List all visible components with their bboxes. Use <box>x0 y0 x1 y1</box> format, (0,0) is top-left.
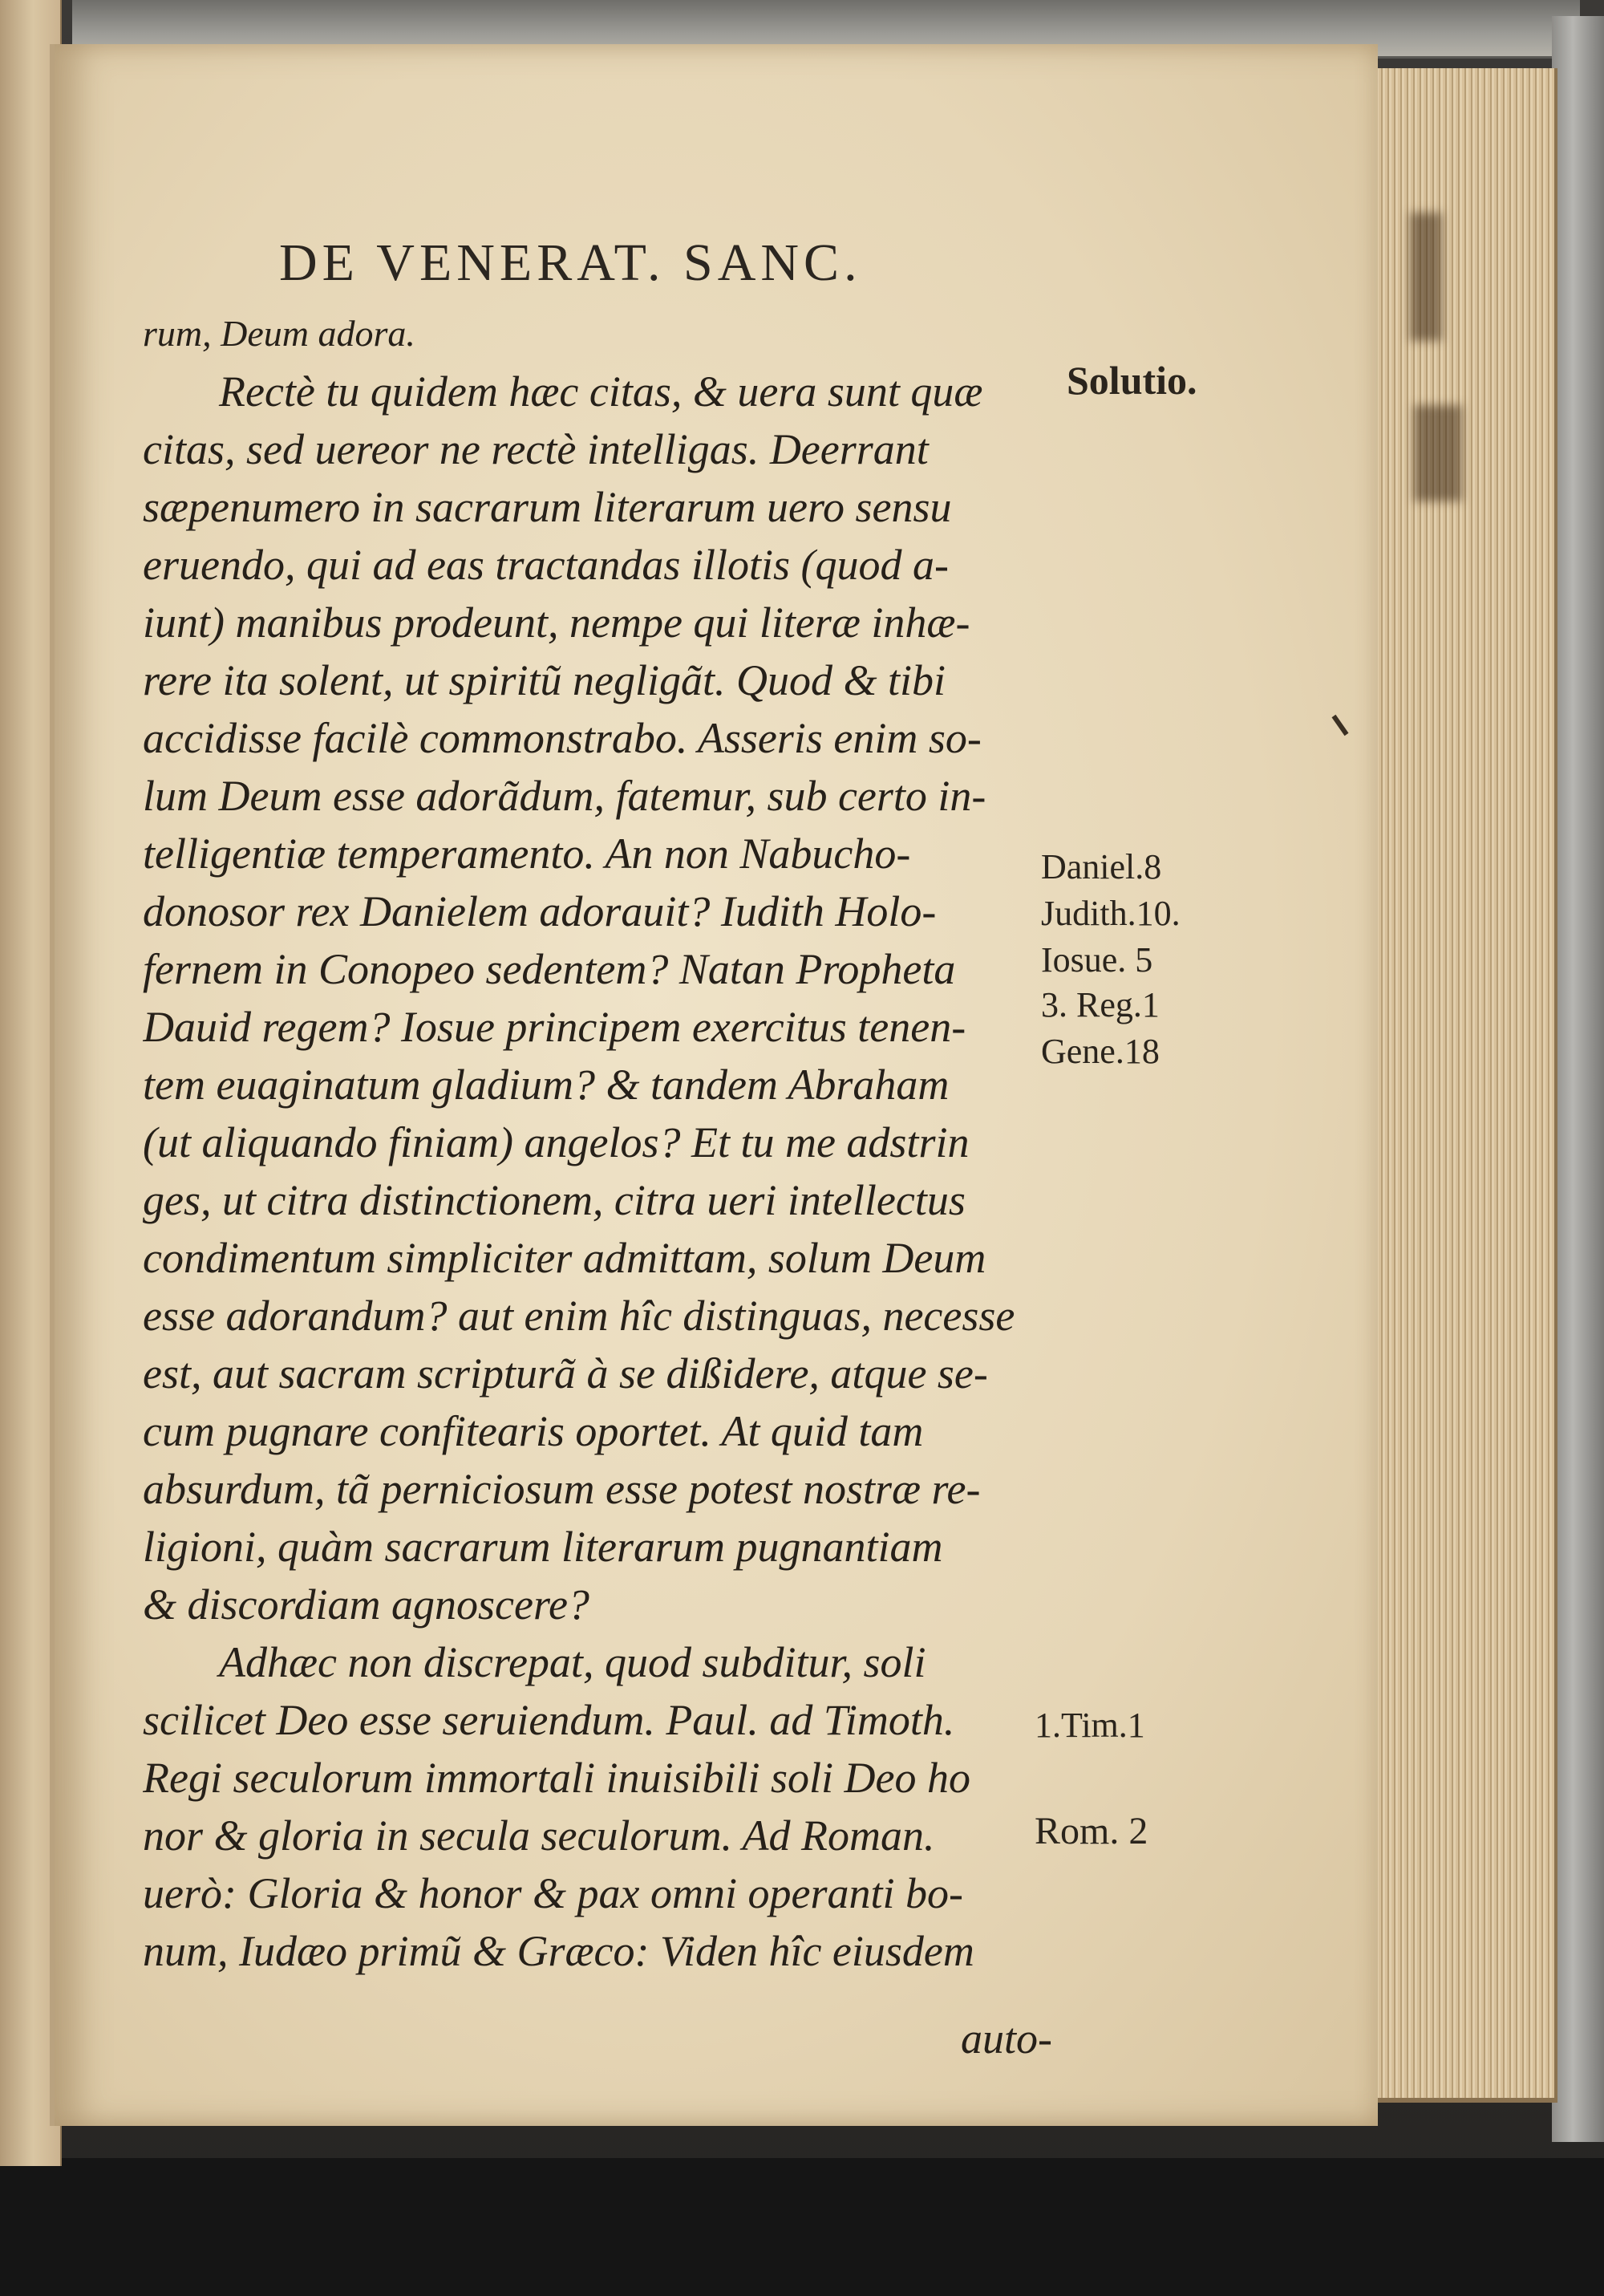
text-line: citas, sed uereor ne rectè intelligas. Deerrant <box>143 425 929 473</box>
marginal-note-josue: Iosue. 5 <box>1041 940 1153 980</box>
text-line: iunt) manibus prodeunt, nempe qui literæ inhæ- <box>143 598 970 647</box>
text-line: num, Iudæo primũ & Græco: Viden hîc eiusdem <box>143 1927 974 1975</box>
text-line: ges, ut citra distinctionem, citra ueri intellectus <box>143 1176 966 1224</box>
text-line: absurdum, tã perniciosum esse potest nostræ re- <box>143 1465 981 1513</box>
text-line: lum Deum esse adorãdum, fatemur, sub certo in- <box>143 772 986 820</box>
running-head: DE VENERAT. SANC. <box>279 233 862 292</box>
marginal-note-daniel: Daniel.8 <box>1041 847 1162 886</box>
marginal-note-reg: 3. Reg.1 <box>1041 985 1160 1024</box>
text-line: rum, Deum adora. <box>143 313 415 354</box>
text-line: nor & gloria in secula seculorum. Ad Roman. <box>143 1811 935 1860</box>
text-line: uerò: Gloria & honor & pax omni operanti bo- <box>143 1869 963 1917</box>
text-line: scilicet Deo esse seruiendum. Paul. ad Timoth. <box>143 1696 955 1744</box>
text-line: est, aut sacram scripturã à se dißidere, atque se- <box>143 1349 988 1397</box>
pen-mark <box>1332 715 1349 736</box>
ink-bleed-mark <box>1414 405 1462 501</box>
text-line: condimentum simpliciter admittam, solum Deum <box>143 1234 986 1282</box>
text-line: Dauid regem? Iosue principem exercitus tenen- <box>143 1003 966 1051</box>
book-cover-edge <box>1552 16 1604 2142</box>
body-text <box>143 305 1089 1980</box>
ink-bleed-mark <box>1410 213 1442 341</box>
text-line: cum pugnare confitearis oportet. At quid tam <box>143 1407 924 1455</box>
text-line: rere ita solent, ut spiritũ negligãt. Quod & tibi <box>143 656 946 704</box>
text-line: tem euaginatum gladium? & tandem Abraham <box>143 1061 950 1109</box>
text-line: donosor rex Danielem adorauit? Iudith Holo- <box>143 887 937 935</box>
marginal-note-gene: Gene.18 <box>1041 1032 1160 1071</box>
text-line: sæpenumero in sacrarum literarum uero sensu <box>143 483 952 531</box>
marginal-note-judith: Judith.10. <box>1041 894 1181 933</box>
text-line: (ut aliquando finiam) angelos? Et tu me adstrin <box>143 1118 970 1166</box>
table-surface <box>0 2158 1604 2296</box>
text-line: eruendo, qui ad eas tractandas illotis (quod a- <box>143 541 949 589</box>
marginal-note-rom: Rom. 2 <box>1035 1810 1148 1852</box>
book-page <box>50 44 1378 2126</box>
marginal-note-tim: 1.Tim.1 <box>1035 1706 1145 1745</box>
text-line: accidisse facilè commonstrabo. Asseris enim so- <box>143 714 982 762</box>
text-line: fernem in Conopeo sedentem? Natan Propheta <box>143 945 956 993</box>
page-edge-stack <box>1363 68 1557 2103</box>
text-line: Regi seculorum immortali inuisibili soli Deo ho <box>143 1754 970 1802</box>
marginal-note-solutio: Solutio. <box>1067 358 1197 403</box>
text-line: esse adorandum? aut enim hîc distinguas, necesse <box>143 1292 1015 1340</box>
text-line: ligioni, quàm sacrarum literarum pugnantiam <box>143 1523 943 1571</box>
text-line: Rectè tu quidem hæc citas, & uera sunt quæ <box>219 367 983 416</box>
text-line: telligentiæ temperamento. An non Nabucho- <box>143 830 911 878</box>
text-line: & discordiam agnoscere? <box>143 1580 589 1629</box>
text-line: Adhæc non discrepat, quod subditur, soli <box>219 1638 926 1686</box>
catchword: auto- <box>961 2014 1052 2063</box>
